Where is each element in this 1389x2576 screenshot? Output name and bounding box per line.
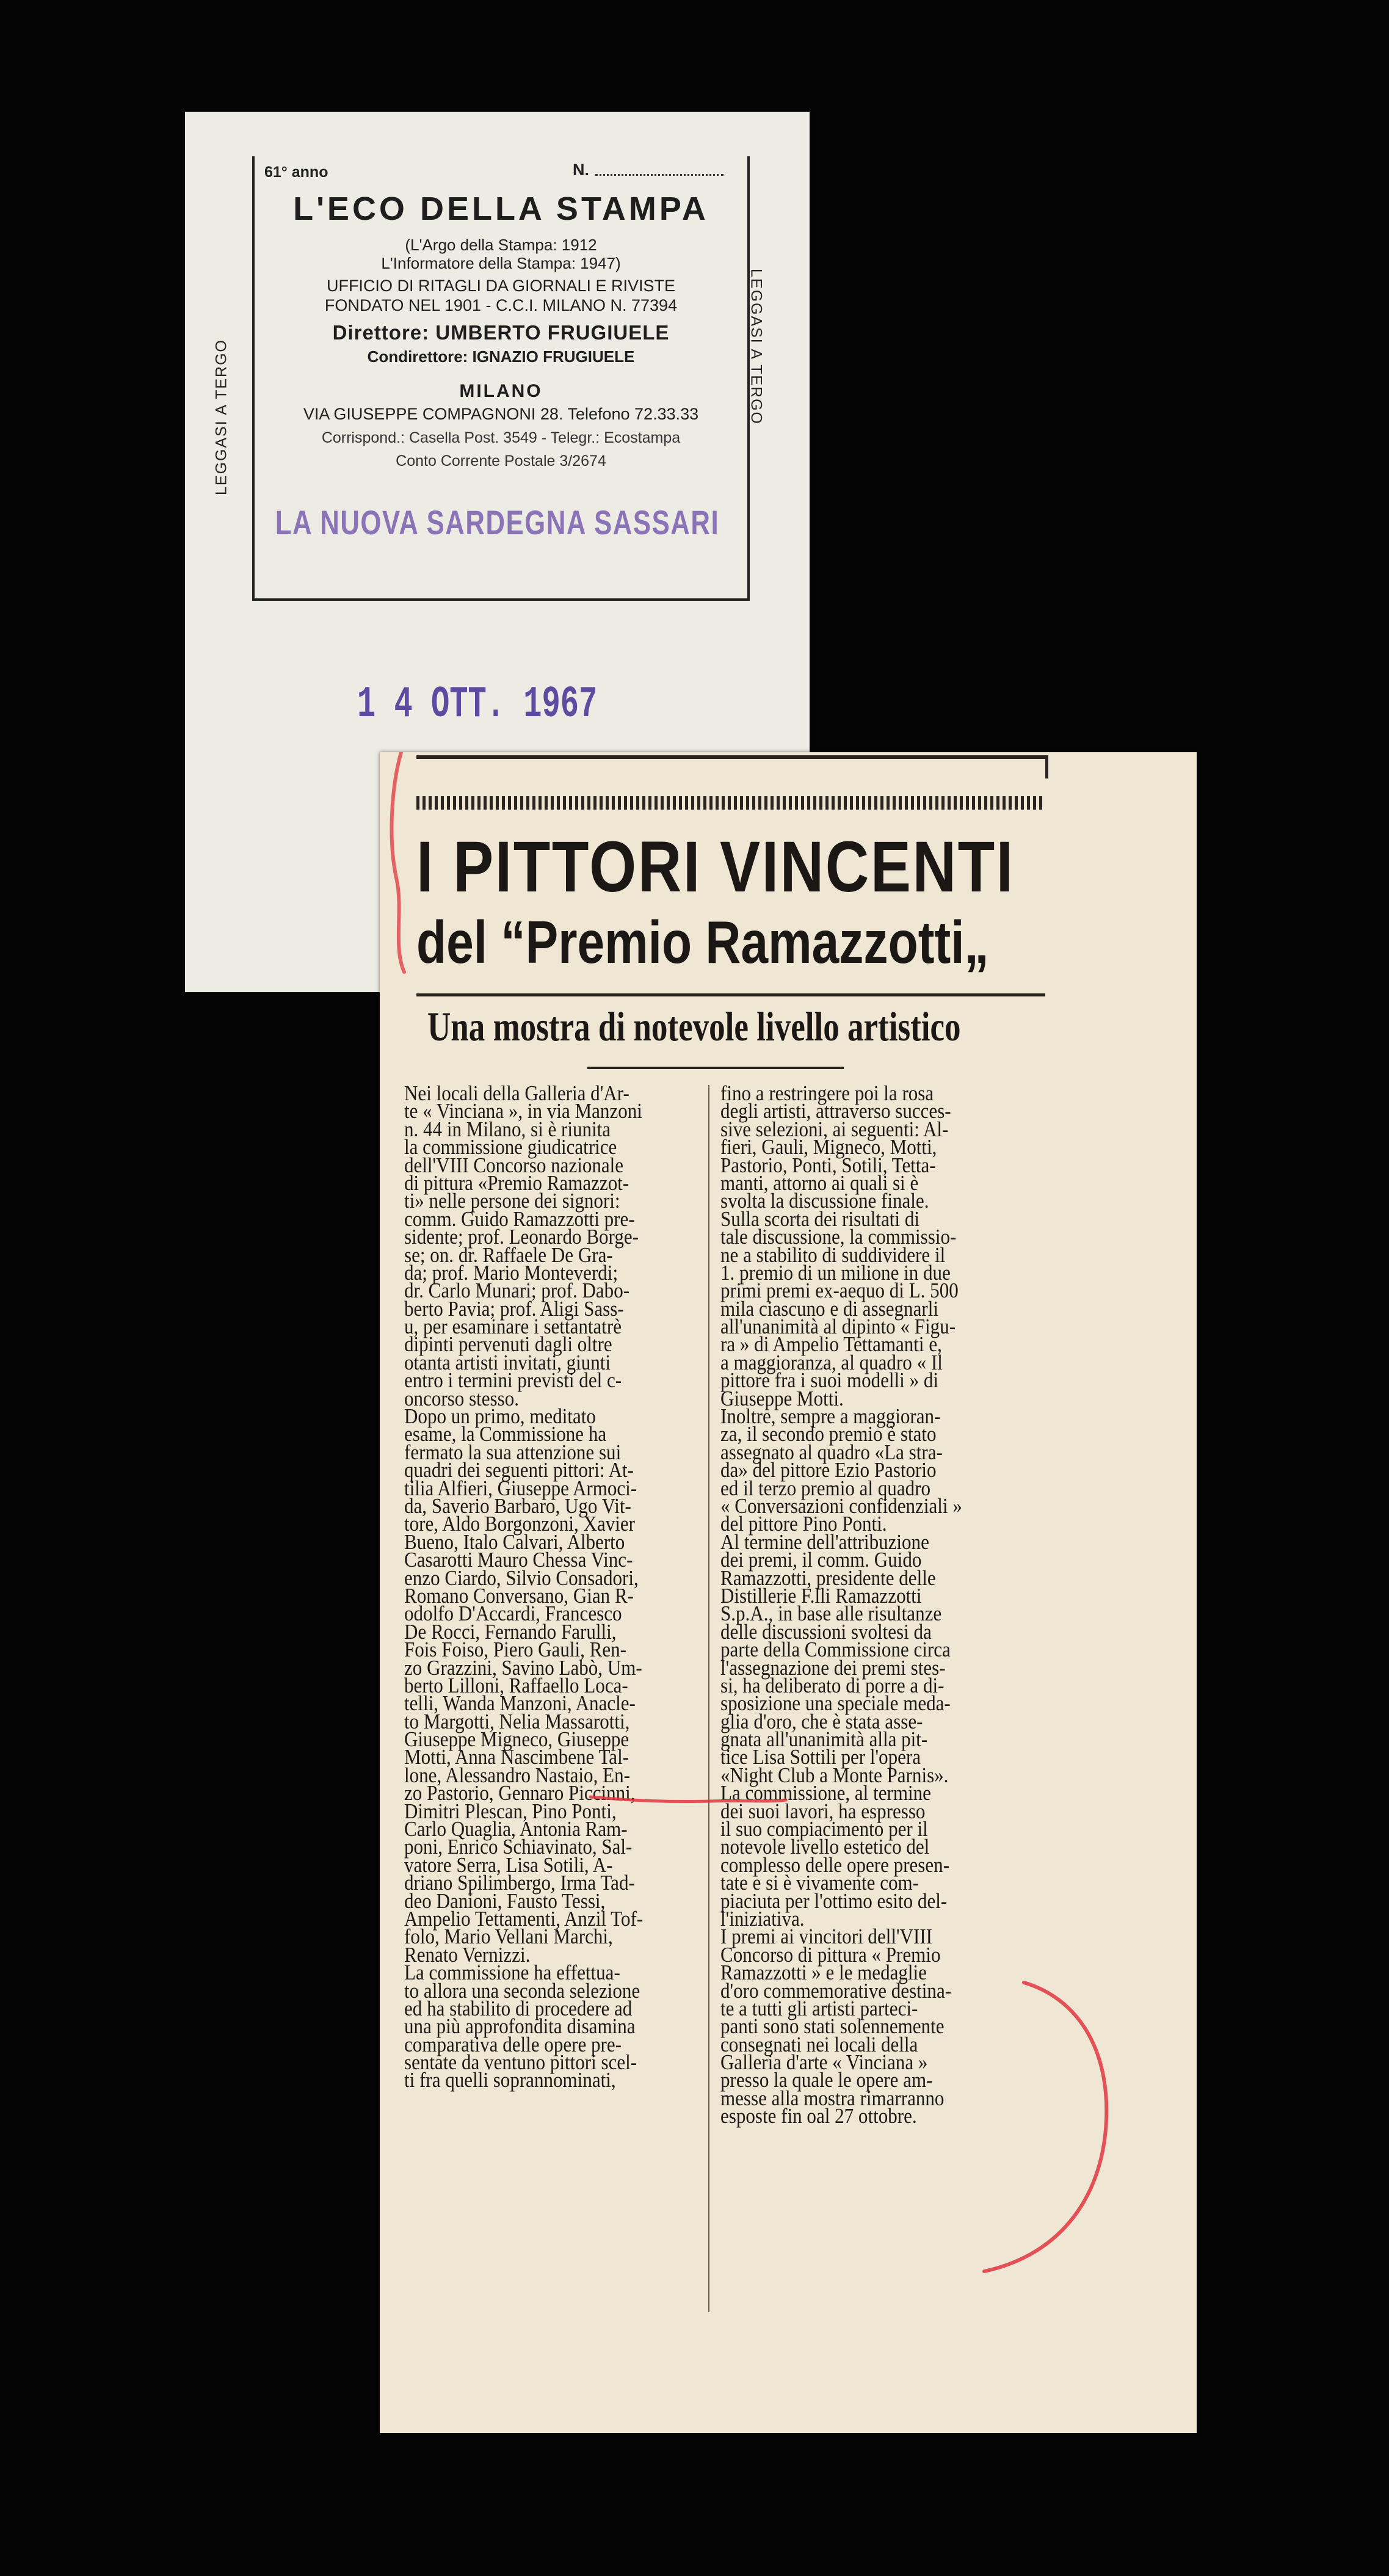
article-line: dipinti pervenuti dagli oltre [404, 1333, 612, 1357]
article-line: l'assegnazione dei premi stes- [720, 1656, 946, 1680]
article-line: poni, Enrico Schiavinato, Sal- [404, 1835, 633, 1859]
article-line: sposizione una speciale meda- [720, 1692, 951, 1716]
article-line: dr. Carlo Munari; prof. Dabo- [404, 1279, 630, 1303]
date-stamp: 1 4 OTT. 1967 [357, 680, 598, 730]
article-line: degli artisti, attraverso succes- [720, 1100, 951, 1123]
article-line: Dopo un primo, meditato [404, 1405, 596, 1429]
article-line: Al termine dell'attribuzione [720, 1530, 929, 1554]
article-line: odolfo D'Accardi, Francesco [404, 1602, 622, 1626]
article-line: I premi ai vincitori dell'VIII [720, 1925, 933, 1949]
article-line: Concorso di pittura « Premio [720, 1943, 941, 1967]
article-line: Sulla scorta dei risultati di [720, 1207, 919, 1231]
article-line: tale discussione, la commissio- [720, 1225, 957, 1249]
article-line: fino a restringere poi la rosa [720, 1082, 934, 1105]
side-note-right: LEGGASI A TERGO [747, 268, 765, 426]
article-line: da, Saverio Barbaro, Ugo Vit- [404, 1494, 631, 1518]
article-line: pittore fra i suoi modelli » di [720, 1369, 939, 1393]
slip-correspondence: Corrispond.: Casella Post. 3549 - Telegr.: Ecostampa [321, 429, 681, 446]
article-line: fieri, Gauli, Migneco, Motti, [720, 1136, 937, 1159]
article-line: « Conversazioni confidenziali » [720, 1494, 962, 1518]
article-line: sentate da ventuno pittori scel- [404, 2051, 637, 2075]
article-line: folo, Mario Vellani Marchi, [404, 1925, 613, 1949]
article-line: telli, Wanda Manzoni, Anacle- [404, 1692, 636, 1716]
article-line: zo Grazzini, Savino Labò, Um- [404, 1656, 642, 1680]
article-line: dei premi, il comm. Guido [720, 1548, 922, 1572]
article-line: ne a stabilito di suddividere il [720, 1243, 946, 1267]
article-line: vatore Serra, Lisa Sotili, A- [404, 1853, 613, 1877]
article-line: Romano Conversano, Gian R- [404, 1584, 634, 1608]
article-line: Bueno, Italo Calvari, Alberto [404, 1530, 625, 1554]
article-line: ed ha stabilito di procedere ad [404, 1997, 633, 2020]
article-line: ti fra quelli soprannominati, [404, 2069, 616, 2092]
article-line: oncorso stesso. [404, 1387, 520, 1410]
article-line: Distillerie F.lli Ramazzotti [720, 1584, 922, 1608]
article-line: ti» nelle persone dei signori: [404, 1189, 620, 1213]
article-line: Carlo Quaglia, Antonia Ram- [404, 1818, 628, 1841]
article-line: a maggioranza, al quadro « Il [720, 1351, 943, 1374]
article-line: to Margotti, Nelia Massarotti, [404, 1710, 630, 1733]
article-line: la commissione giudicatrice [404, 1136, 617, 1159]
article-line: Renato Vernizzi. [404, 1943, 531, 1967]
slip-office-line-2: FONDATO NEL 1901 - C.C.I. MILANO N. 77394 [324, 296, 678, 314]
article-line: tice Lisa Sottili per l'opera [720, 1746, 921, 1769]
slip-subtitle-1: (L'Argo della Stampa: 1912 [405, 236, 597, 254]
newspaper-clipping [380, 752, 1197, 2433]
red-marker-underline [590, 1797, 786, 1802]
article-line: di pittura «Premio Ramazzot- [404, 1171, 629, 1195]
side-note-left: LEGGASI A TERGO [212, 338, 230, 496]
article-line: quadri dei seguenti pittori: At- [404, 1459, 634, 1482]
subheadline: Una mostra di notevole livello artistico [427, 1003, 961, 1050]
headline-second-line: del “Premio Ramazzotti„ [416, 909, 989, 976]
article-line: lone, Alessandro Nastaio, En- [404, 1763, 630, 1787]
article-line: panti sono stati solennemente [720, 2015, 945, 2039]
article-line: enzo Ciardo, Silvio Consadori, [404, 1566, 639, 1590]
article-line: ed il terzo premio al quadro [720, 1476, 931, 1500]
article-line: Casarotti Mauro Chessa Vinc- [404, 1548, 633, 1572]
article-line: Pastorio, Ponti, Sotili, Tetta- [720, 1153, 936, 1177]
article-line: Motti, Anna Nascimbene Tal- [404, 1746, 629, 1769]
article-line: De Rocci, Fernando Farulli, [404, 1620, 617, 1644]
article-line: mila ciascuno e di assegnarli [720, 1297, 938, 1321]
article-line: deo Danioni, Fausto Tessi, [404, 1889, 606, 1913]
article-line: zo Pastorio, Gennaro Piccinni, [404, 1782, 636, 1805]
article-line: manti, attorno ai quali si è [720, 1171, 919, 1195]
article-line: Giuseppe Migneco, Giuseppe [404, 1728, 629, 1752]
article-line: svolta la discussione finale. [720, 1189, 929, 1213]
article-line: delle discussioni svoltesi da [720, 1620, 932, 1644]
red-marker-right-curve [984, 1983, 1106, 2271]
article-line: del pittore Pino Ponti. [720, 1512, 887, 1536]
article-line: berto Pavia; prof. Aligi Sass- [404, 1297, 624, 1321]
article-line: glia d'oro, che è stata asse- [720, 1710, 923, 1733]
article-line: otanta artisti invitati, giunti [404, 1351, 611, 1374]
article-line: se; on. dr. Raffaele De Gra- [404, 1243, 613, 1267]
article-line: La commissione, al termine [720, 1782, 931, 1805]
article-line: «Night Club a Monte Parnis». [720, 1763, 949, 1787]
slip-director: Direttore: UMBERTO FRUGIUELE [332, 321, 670, 344]
slip-bank-account: Conto Corrente Postale 3/2674 [396, 452, 606, 470]
article-line: 1. premio di un milione in due [720, 1261, 951, 1285]
article-line: primi premi ex-aequo di L. 500 [720, 1279, 959, 1303]
article-line: to allora una seconda selezione [404, 1979, 640, 2003]
article-line: sidente; prof. Leonardo Borge- [404, 1225, 639, 1249]
article-line: gnata all'unanimità alla pit- [720, 1728, 928, 1752]
article-line: Inoltre, sempre a maggioran- [720, 1405, 941, 1429]
article-line: parte della Commissione circa [720, 1638, 951, 1662]
article-line: l'iniziativa. [720, 1907, 805, 1931]
slip-title: L'ECO DELLA STAMPA [293, 190, 709, 227]
article-line: ra » di Ampelio Tettamanti e, [720, 1333, 942, 1357]
newspaper-name-stamp: LA NUOVA SARDEGNA SASSARI [275, 503, 720, 542]
article-line: entro i termini previsti del c- [404, 1369, 622, 1393]
article-line: esame, la Commissione ha [404, 1423, 607, 1446]
article-line: complesso delle opere presen- [720, 1853, 950, 1877]
article-line: tilia Alfieri, Giuseppe Armoci- [404, 1476, 637, 1500]
slip-office-line-1: UFFICIO DI RITAGLI DA GIORNALI E RIVISTE [326, 277, 676, 295]
article-line: comparativa delle opere pre- [404, 2033, 622, 2056]
article-line: si, ha deliberato di porre a di- [720, 1674, 945, 1697]
slip-subtitle-2: L'Informatore della Stampa: 1947) [381, 254, 621, 272]
article-line: Ramazzotti » e le medaglie [720, 1961, 927, 1985]
article-line: sive selezioni, ai seguenti: Al- [720, 1117, 949, 1141]
article-line: dei suoi lavori, ha espresso [720, 1799, 926, 1823]
article-line: notevole livello estetico del [720, 1835, 930, 1859]
article-line: Galleria d'arte « Vinciana » [720, 2051, 928, 2075]
article-line: consegnati nei locali della [720, 2033, 918, 2056]
article-line: comm. Guido Ramazzotti pre- [404, 1207, 635, 1231]
article-line: te « Vinciana », in via Manzoni [404, 1100, 642, 1123]
slip-codirector: Condirettore: IGNAZIO FRUGIUELE [367, 347, 635, 366]
slip-year: 61° anno [264, 164, 328, 181]
article-line: all'unanimità al dipinto « Figu- [720, 1315, 956, 1339]
article-line: da; prof. Mario Monteverdi; [404, 1261, 618, 1285]
article-line: te a tutti gli artisti parteci- [720, 1997, 918, 2020]
article-line: fermato la sua attenzione sui [404, 1440, 622, 1464]
article-line: messe alla mostra rimarranno [720, 2086, 945, 2110]
headline: I PITTORI VINCENTI [416, 827, 1015, 907]
article-line: driano Spilimbergo, Irma Tad- [404, 1871, 635, 1895]
article-line: presso la quale le opere am- [720, 2069, 933, 2092]
article-line: una più approfondita disamina [404, 2015, 636, 2039]
article-line: Nei locali della Galleria d'Ar- [404, 1082, 629, 1105]
article-line: d'oro commemorative destina- [720, 1979, 952, 2003]
article-line: La commissione ha effettua- [404, 1961, 620, 1985]
article-line: tate e si è vivamente com- [720, 1871, 919, 1895]
article-line: da» del pittore Ezio Pastorio [720, 1459, 937, 1482]
red-marker-left-edge [392, 752, 404, 972]
article-line: piaciuta per l'ottimo esito del- [720, 1889, 948, 1913]
slip-number-label: N. [573, 161, 589, 179]
article-line: Dimitri Plescan, Pino Ponti, [404, 1799, 617, 1823]
article-line: Giuseppe Motti. [720, 1387, 844, 1410]
article-line: esposte fin oal 27 ottobre. [720, 2105, 917, 2128]
article-line: assegnato al quadro «La stra- [720, 1440, 943, 1464]
article-line: Fois Foiso, Piero Gauli, Ren- [404, 1638, 626, 1662]
article-line: Ampelio Tettamenti, Anzil Tof- [404, 1907, 644, 1931]
slip-address: VIA GIUSEPPE COMPAGNONI 28. Telefono 72.33.33 [303, 405, 699, 423]
article-line: il suo compiacimento per il [720, 1818, 928, 1841]
article-line: n. 44 in Milano, si è riunita [404, 1117, 611, 1141]
article-line: S.p.A., in base alle risultanze [720, 1602, 942, 1626]
article-line: dell'VIII Concorso nazionale [404, 1153, 624, 1177]
article-line: berto Lilloni, Raffaello Loca- [404, 1674, 628, 1697]
article-line: za, il secondo premio è stato [720, 1423, 937, 1446]
article-line: u, per esaminare i settantatrè [404, 1315, 622, 1339]
slip-city: MILANO [459, 381, 543, 401]
article-line: Ramazzotti, presidente delle [720, 1566, 936, 1590]
article-line: tore, Aldo Borgonzoni, Xavier [404, 1512, 635, 1536]
red-marker-annotations [380, 752, 1197, 2433]
